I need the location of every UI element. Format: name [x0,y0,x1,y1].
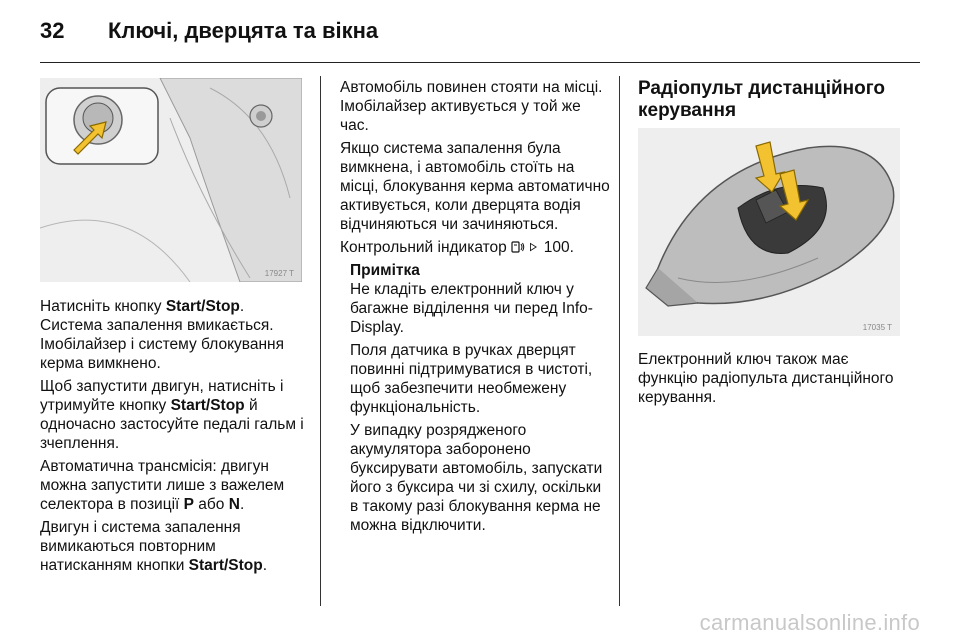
text: . [262,557,268,574]
page-title: Ключі, дверцята та вікна [108,18,379,43]
note-paragraph-3: У випадку розрядженого акумулятора заборонено буксирувати автомобіль, запускати його з буксира чи зі схилу, оскільки в такому разі блокування керма не можна відключити. [350,422,603,534]
start-stop-label: Start/Stop [170,397,245,414]
page-reference[interactable]: 100 [543,239,570,256]
immobilizer-indicator-icon [511,240,525,254]
col3-paragraph-1: Електронний ключ також має функцію радіопульта дистанційного керування. [638,351,894,406]
column-divider-1 [320,76,321,606]
note-paragraph-1: Не кладіть електронний ключ у багажне відділення чи перед Info-Display. [350,281,593,336]
text: Щоб запустити двигун, натисніть і утримуйте кнопку [40,378,284,414]
page-reference-icon [529,240,539,254]
note-block [350,261,612,535]
text: . [239,496,245,513]
key-fob-illustration [638,128,900,336]
note-paragraph-2: Поля датчика в ручках дверцят повинні підтримуватися в чистоті, щоб забезпечити необмежену функціональність. [350,342,593,416]
column-3 [638,78,920,122]
figure-id-1: 17927 T [264,269,294,278]
col2-paragraph-1: Автомобіль повинен стояти на місці. Імобілайзер активується у той же час. [340,79,603,134]
column-1 [40,297,310,579]
text: Натисніть кнопку [40,298,166,315]
col2-paragraph-2: Якщо система запалення була вимкнена, і автомобіль стоїть на місці, блокування керма автоматично активується, коли дверцята водія відчиняються чи зачиняються. [340,140,610,233]
text: . Система запалення вмикається. Імобілайзер і систему блокування керма вимкнено. [40,298,284,372]
col1-paragraph-2 [40,377,310,453]
col1-paragraph-3 [40,457,310,514]
gear-n-label: N [228,496,240,513]
header-divider [40,62,920,63]
dashboard-illustration [40,78,302,282]
text: Двигун і система запалення вимикаються повторним натисканням кнопки [40,519,241,574]
figure-id-2: 17035 T [862,323,892,332]
column-2 [340,78,612,539]
page-header [40,18,378,44]
text: або [194,496,229,513]
page-number: 32 [40,18,65,43]
text: Автоматична трансмісія: двигун можна запустити лише з важелем селектора в позиції [40,458,285,513]
text: . [569,239,574,256]
col2-paragraph-3 [340,238,612,257]
col1-paragraph-1 [40,297,310,373]
key-fob-figure [638,128,900,336]
section-heading: Радіопульт дистанційного керування [638,78,886,121]
text: Контрольний індикатор [340,239,512,256]
start-stop-label: Start/Stop [188,557,263,574]
text: й одночасно застосуйте педалі гальм і зчеплення. [40,397,304,452]
watermark: carmanualsonline.info [699,610,920,635]
gear-p-label: P [183,496,194,513]
col1-paragraph-4 [40,518,310,575]
column-divider-2 [619,76,620,606]
start-stop-label: Start/Stop [165,298,240,315]
column-3-text [638,350,898,411]
start-stop-figure [40,78,302,282]
note-title: Примітка [350,262,420,279]
